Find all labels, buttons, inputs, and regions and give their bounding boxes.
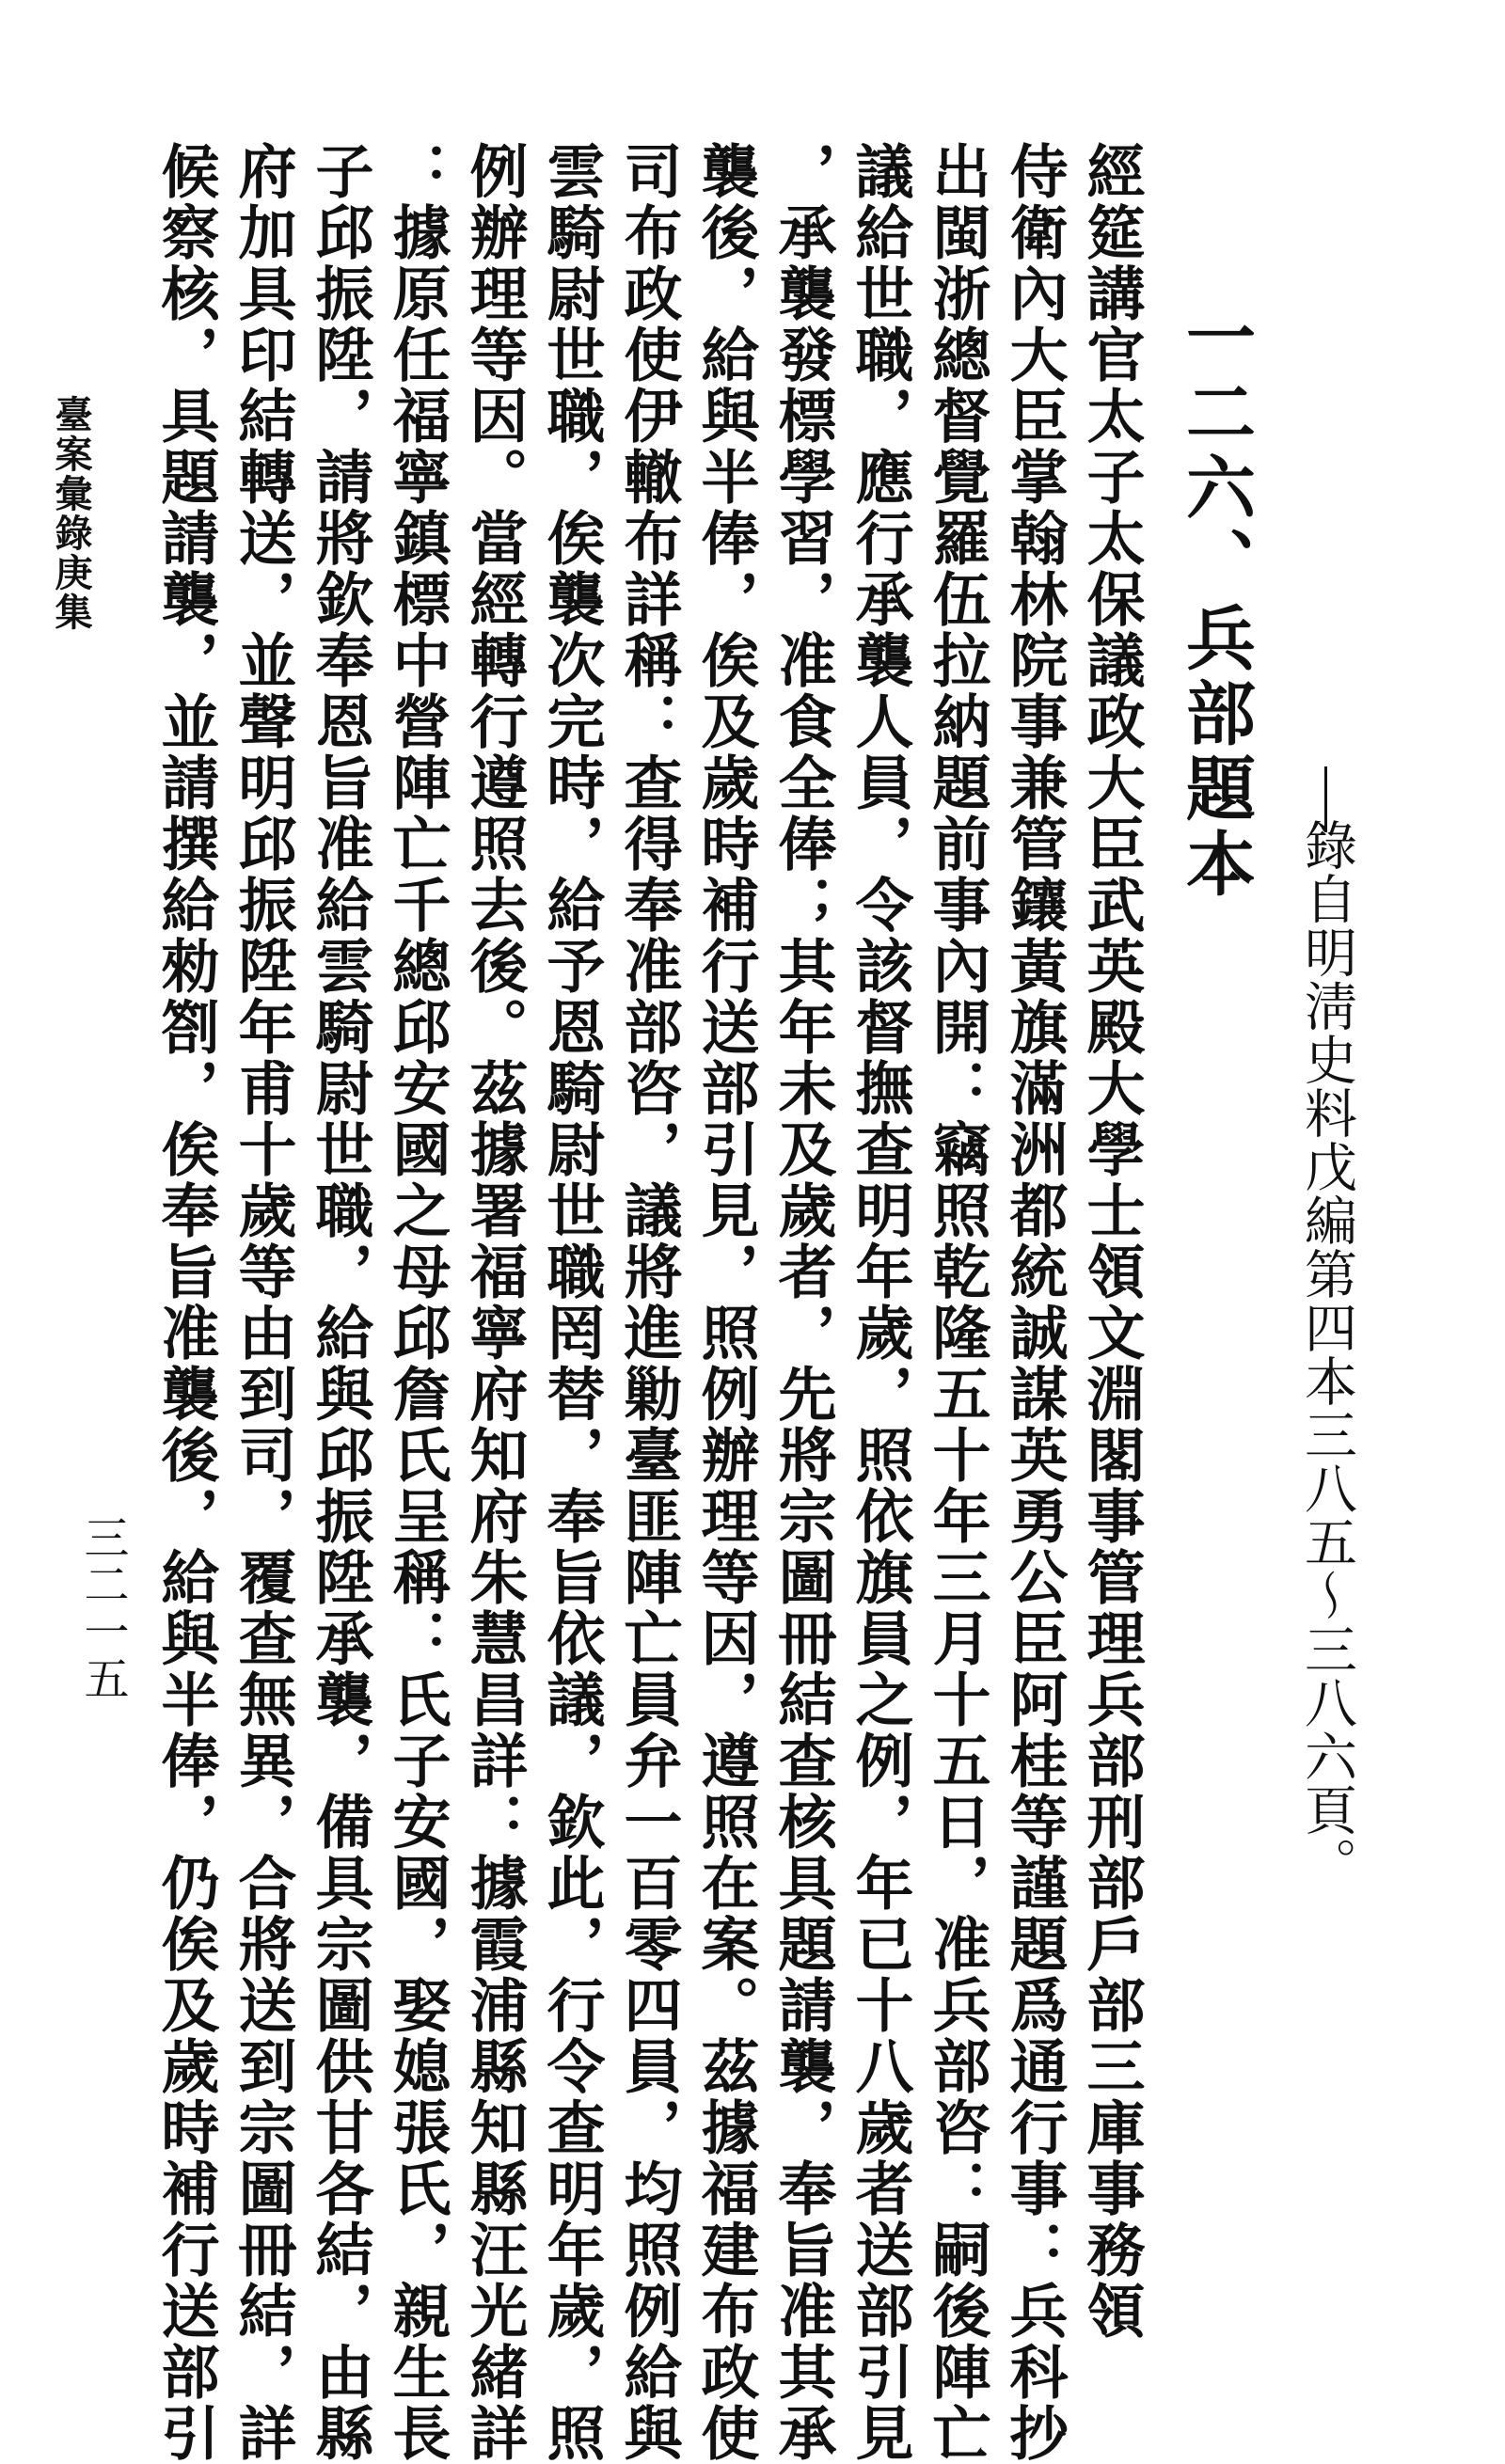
body-column-1: 經筵講官太子太保議政大臣武英殿大學士領文淵閣事管理兵部刑部戶部三庫事務領: [1077, 141, 1146, 2342]
collection-title: 臺案彙錄庚集: [49, 395, 93, 632]
source-note: 錄自明淸史料戊編第四本三八五～三八六頁。: [1296, 818, 1357, 1890]
body-column-7: 司布政使伊轍布詳稱：查得奉准部咨，議將進勦臺匪陣亡員弁一百零四員，均照例給與: [614, 141, 683, 2464]
body-column-4: 議給世職，應行承襲人員，令該督撫查明年歲，照依旗員之例，年已十八歲者送部引見: [846, 141, 914, 2464]
body-column-9: 例辦理等因。當經轉行遵照去後。茲據署福寧府知府朱慧昌詳：據霞浦縣知縣汪光緒詳: [460, 141, 529, 2464]
body-column-8: 雲騎尉世職，俟襲次完時，給予恩騎尉世職罔替，奉旨依議，欽此，行令查明年歲，照: [537, 141, 606, 2464]
body-column-12: 府加具印結轉送，並聲明邱振陞年甫十歲等由到司，覆查無異，合將送到宗圖冊結，詳: [229, 141, 297, 2464]
page-number: 三二一五: [76, 1514, 129, 1702]
body-column-6: 襲後，給與半俸，俟及歲時補行送部引見，照例辦理等因，遵照在案。茲據福建布政使: [691, 141, 760, 2464]
body-column-10: ：據原任福寧鎮標中營陣亡千總邱安國之母邱詹氏呈稱：氏子安國，娶媳張氏，親生長: [383, 141, 452, 2464]
body-column-13: 候察核，具題請襲，並請撰給勑劄，俟奉旨准襲後，給與半俸，仍俟及歲時補行送部引: [151, 141, 220, 2464]
document-heading: 一二六、兵部題本: [1175, 301, 1256, 903]
body-column-2: 侍衛內大臣掌翰林院事兼管鑲黃旗滿洲都統誠謀英勇公臣阿桂等謹題爲通行事：兵科抄: [1000, 141, 1069, 2464]
body-column-3: 出閩浙總督覺羅伍拉納題前事內開：竊照乾隆五十年三月十五日，准兵部咨：嗣後陣亡: [923, 141, 991, 2464]
body-column-5: ，承襲發標學習，准食全俸；其年未及歲者，先將宗圖冊結查核具題請襲，奉旨准其承: [768, 141, 837, 2464]
body-column-11: 子邱振陞，請將欽奉恩旨准給雲騎尉世職，給與邱振陞承襲，備具宗圖供甘各結，由縣: [306, 141, 374, 2464]
